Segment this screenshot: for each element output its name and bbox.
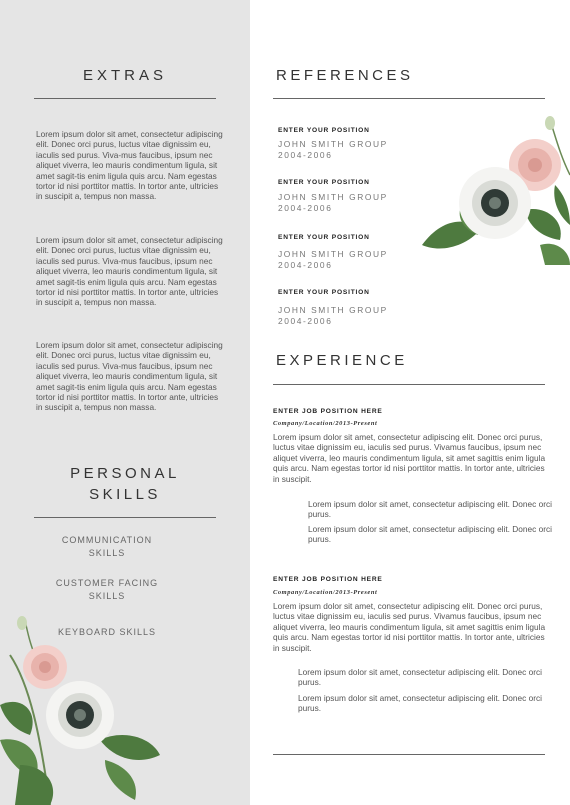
job-description: Lorem ipsum dolor sit amet, consectetur adipiscing elit. Donec orci purus, luctus vitae dignissim eu, iaculis sed purus. Vivamus faucibus, ipsum nec aliquet viverra, leo mauris condimentum ligula, sit amet sagittis enim ligula quis arcu. Nam egestas tortor id nisi porttitor mattis. In tortor ante, ultricies in suscipit. xyxy=(273,432,546,484)
reference-company: JOHN SMITH GROUP xyxy=(278,139,388,149)
references-heading: REFERENCES xyxy=(276,67,414,84)
job-description: Lorem ipsum dolor sit amet, consectetur adipiscing elit. Donec orci purus, luctus vitae dignissim eu, iaculis sed purus. Vivamus faucibus, ipsum nec aliquet viverra, leo mauris condimentum ligula, sit amet sagittis enim ligula quis arcu. Nam egestas tortor id nisi porttitor mattis. In tortor ante, ultricies in suscipit. xyxy=(273,601,546,653)
reference-company: JOHN SMITH GROUP xyxy=(278,192,388,202)
skill-line: CUSTOMER FACING xyxy=(55,578,159,588)
extras-paragraph-2: Lorem ipsum dolor sit amet, consectetur adipiscing elit. Donec orci purus, luctus vitae dignissim eu, iaculis sed purus. Viva-mus faucibus, ipsum nec aliquet viverra, leo mauris condimentum ligula, sit amet sagit-tis enim ligula quis arcu. Nam egestas tortor id nisi porttitor mattis. In tortor ante, ultricies in suscipit a, tempus non massa. xyxy=(36,235,223,308)
reference-company: JOHN SMITH GROUP xyxy=(278,305,388,315)
skill-line: KEYBOARD SKILLS xyxy=(57,627,157,637)
references-rule xyxy=(273,98,545,99)
reference-company: JOHN SMITH GROUP xyxy=(278,249,388,259)
job-title: ENTER JOB POSITION HERE xyxy=(273,576,383,583)
personal-skills-heading-line2: SKILLS xyxy=(89,486,161,503)
reference-position: ENTER YOUR POSITION xyxy=(278,127,370,134)
extras-paragraph-1: Lorem ipsum dolor sit amet, consectetur adipiscing elit. Donec orci purus, luctus vitae dignissim eu, iaculis sed purus. Viva-mus faucibus, ipsum nec aliquet viverra, leo mauris condimentum ligula, sit amet sagit-tis enim ligula quis arcu. Nam egestas tortor id nisi porttitor mattis. In tortor ante, ultricies in suscipit a, tempus non massa. xyxy=(36,129,223,202)
floral-bouquet-bottom-icon xyxy=(0,615,165,805)
job-bullet: Lorem ipsum dolor sit amet, consectetur adipiscing elit. Donec orci purus. xyxy=(308,499,552,520)
job-title: ENTER JOB POSITION HERE xyxy=(273,408,383,415)
personal-skills-heading-line1: PERSONAL xyxy=(70,465,180,482)
reference-position: ENTER YOUR POSITION xyxy=(278,179,370,186)
reference-years: 2004-2006 xyxy=(278,316,333,326)
reference-position: ENTER YOUR POSITION xyxy=(278,234,370,241)
job-company: Company/Location/2013-Present xyxy=(273,589,378,596)
skill-item xyxy=(34,577,180,603)
job-bullet: Lorem ipsum dolor sit amet, consectetur adipiscing elit. Donec orci purus. xyxy=(298,693,542,714)
skill-line: SKILLS xyxy=(88,548,126,558)
job-bullet: Lorem ipsum dolor sit amet, consectetur adipiscing elit. Donec orci purus. xyxy=(308,524,552,545)
floral-bouquet-top-icon xyxy=(420,115,570,265)
extras-paragraph-3: Lorem ipsum dolor sit amet, consectetur adipiscing elit. Donec orci purus, luctus vitae dignissim eu, iaculis sed purus. Viva-mus faucibus, ipsum nec aliquet viverra, leo mauris condimentum ligula, sit amet sagit-tis enim ligula quis arcu. Nam egestas tortor id nisi porttitor mattis. In tortor ante, ultricies in suscipit a, tempus non massa. xyxy=(36,340,223,413)
extras-rule xyxy=(34,98,216,99)
reference-years: 2004-2006 xyxy=(278,260,333,270)
job-bullet: Lorem ipsum dolor sit amet, consectetur adipiscing elit. Donec orci purus. xyxy=(298,667,542,688)
reference-years: 2004-2006 xyxy=(278,203,333,213)
reference-years: 2004-2006 xyxy=(278,150,333,160)
experience-bottom-rule xyxy=(273,754,545,755)
skill-item xyxy=(34,534,180,560)
extras-heading: EXTRAS xyxy=(82,67,167,84)
experience-heading: EXPERIENCE xyxy=(276,352,408,369)
skill-line: SKILLS xyxy=(88,591,126,601)
reference-position: ENTER YOUR POSITION xyxy=(278,289,370,296)
skills-rule xyxy=(34,517,216,518)
skill-line: COMMUNICATION xyxy=(61,535,153,545)
experience-rule xyxy=(273,384,545,385)
job-company: Company/Location/2013-Present xyxy=(273,420,378,427)
